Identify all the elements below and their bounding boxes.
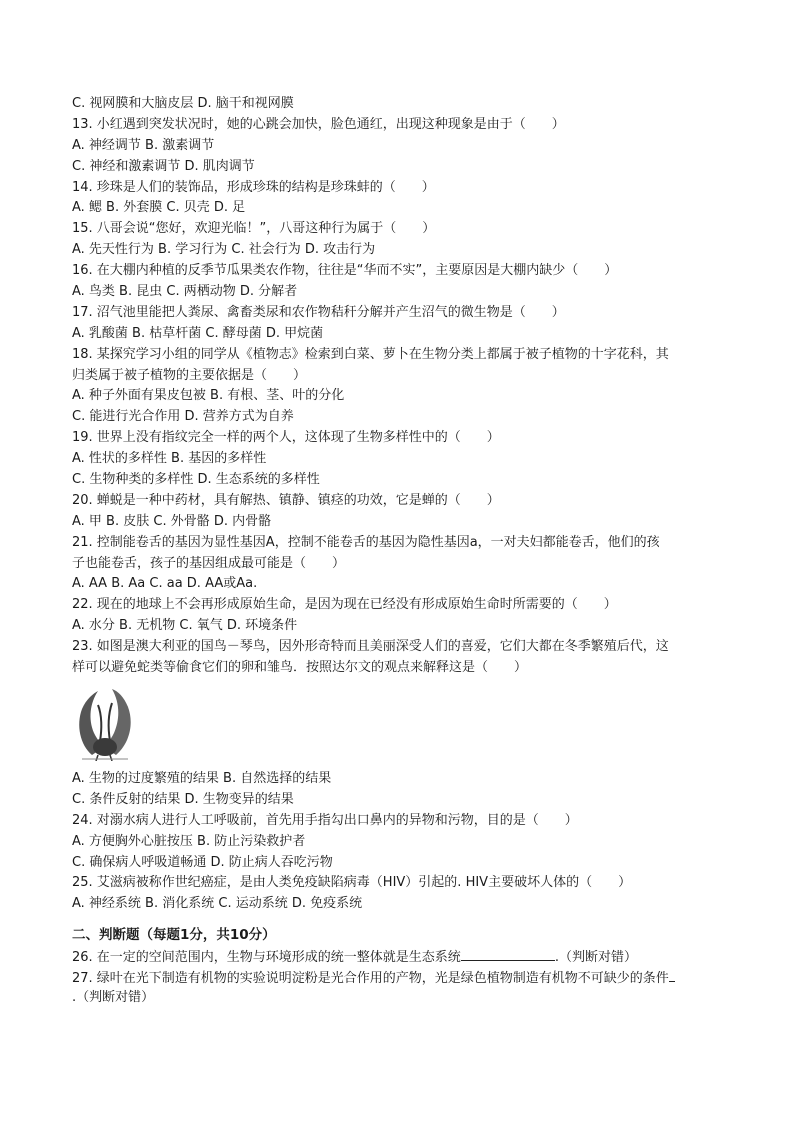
answer-blank-26[interactable] xyxy=(461,946,555,961)
text-line: A. 种子外面有果皮包被 B. 有根、茎、叶的分化 xyxy=(72,388,345,404)
text-line: 24. 对溺水病人进行人工呼吸前，首先用手指勾出口鼻内的异物和污物，目的是（ ） xyxy=(72,812,578,828)
text-line: A. 乳酸菌 B. 枯草杆菌 C. 酵母菌 D. 甲烷菌 xyxy=(72,325,324,341)
text-line: 22. 现在的地球上不会再形成原始生命，是因为现在已经没有形成原始生命时所需要的（ ） xyxy=(72,597,617,613)
text-line: C. 能进行光合作用 D. 营养方式为自养 xyxy=(72,409,294,425)
exam-page xyxy=(72,94,732,1009)
text-line: A. 性状的多样性 B. 基因的多样性 xyxy=(72,451,267,467)
text-line: 20. 蝉蜕是一种中药材，具有解热、镇静、镇痉的功效，它是蝉的（ ） xyxy=(72,492,500,508)
question-block-bottom xyxy=(72,769,732,915)
text-line: 16. 在大棚内种植的反季节瓜果类农作物，往往是“华而不实”，主要原因是大棚内缺少（ ） xyxy=(72,263,618,279)
text-line: A. 水分 B. 无机物 C. 氧气 D. 环境条件 xyxy=(72,618,298,634)
text-line: 21. 控制能卷舌的基因为显性基因A，控制不能卷舌的基因为隐性基因a，一对夫妇都能卷舌，他们的孩 xyxy=(72,534,660,550)
lyrebird-icon xyxy=(72,685,138,761)
question-27-suffix: .（判断对错） xyxy=(72,989,155,1005)
question-27-cont xyxy=(72,988,732,1009)
question-26-text: 26. 在一定的空间范围内，生物与环境形成的统一整体就是生态系统 xyxy=(72,950,461,966)
text-line: 14. 珍珠是人们的装饰品，形成珍珠的结构是珍珠蚌的（ ） xyxy=(72,179,435,195)
text-line: C. 确保病人呼吸道畅通 D. 防止病人吞吃污物 xyxy=(72,854,333,870)
question-block-top xyxy=(72,94,732,679)
text-line: A. 先天性行为 B. 学习行为 C. 社会行为 D. 攻击行为 xyxy=(72,242,376,258)
text-line: 归类属于被子植物的主要依据是（ ） xyxy=(72,367,307,383)
question-26 xyxy=(72,946,732,967)
text-line: A. AA B. Aa C. aa D. AA或Aa. xyxy=(72,576,258,592)
text-line: C. 神经和激素调节 D. 肌肉调节 xyxy=(72,158,255,174)
text-line: 19. 世界上没有指纹完全一样的两个人，这体现了生物多样性中的（ ） xyxy=(72,430,500,446)
text-line: A. 甲 B. 皮肤 C. 外骨骼 D. 内骨骼 xyxy=(72,513,272,529)
text-line: C. 视网膜和大脑皮层 D. 脑干和视网膜 xyxy=(72,96,294,111)
text-line: 子也能卷舌，孩子的基因组成最可能是（ ） xyxy=(72,555,346,571)
text-line: 样可以避免蛇类等偷食它们的卵和雏鸟．按照达尔文的观点来解释这是（ ） xyxy=(72,660,528,676)
text-line: A. 神经系统 B. 消化系统 C. 运动系统 D. 免疫系统 xyxy=(72,896,363,912)
text-line: A. 鸟类 B. 昆虫 C. 两栖动物 D. 分解者 xyxy=(72,284,298,300)
question-26-suffix: .（判断对错） xyxy=(554,950,637,966)
text-line: A. 鳃 B. 外套膜 C. 贝壳 D. 足 xyxy=(72,200,246,216)
question-27 xyxy=(72,967,732,988)
text-line: A. 神经调节 B. 激素调节 xyxy=(72,137,215,153)
text-line: C. 生物种类的多样性 D. 生态系统的多样性 xyxy=(72,472,320,488)
question-27-text: 27. 绿叶在光下制造有机物的实验说明淀粉是光合作用的产物，光是绿色植物制造有机物不可缺少的条件 xyxy=(72,971,669,987)
text-line: 15. 八哥会说“您好，欢迎光临！”，八哥这种行为属于（ ） xyxy=(72,221,436,237)
text-line: A. 方便胸外心脏按压 B. 防止污染救护者 xyxy=(72,833,306,849)
section-title: 二、判断题（每题1分，共10分） xyxy=(72,927,276,944)
text-line: A. 生物的过度繁殖的结果 B. 自然选择的结果 xyxy=(72,770,332,786)
text-line: 23. 如图是澳大利亚的国鸟－琴鸟，因外形奇特而且美丽深受人们的喜爱，它们大都在冬季繁殖后代，这 xyxy=(72,639,669,655)
lyrebird-figure xyxy=(72,679,732,769)
text-line: 17. 沼气池里能把人粪尿、禽畜类尿和农作物秸秆分解并产生沼气的微生物是（ ） xyxy=(72,304,565,320)
text-line: 13. 小红遇到突发状况时，她的心跳会加快，脸色通红，出现这种现象是由于（ ） xyxy=(72,116,565,132)
text-line: C. 条件反射的结果 D. 生物变异的结果 xyxy=(72,791,294,807)
answer-blank-27[interactable] xyxy=(669,967,675,982)
text-line: 25. 艾滋病被称作世纪癌症，是由人类免疫缺陷病毒（HIV）引起的. HIV主要破坏人体的（ ） xyxy=(72,875,632,891)
text-line: 18. 某探究学习小组的同学从《植物志》检索到白菜、萝卜在生物分类上都属于被子植物的十字花科，其 xyxy=(72,346,669,362)
